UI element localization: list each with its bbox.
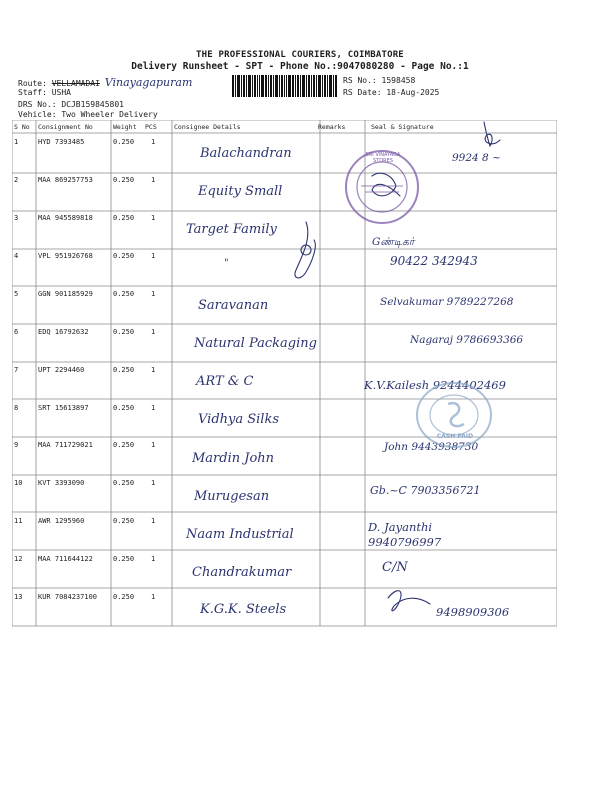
row-9-sno: 9 [14,441,19,449]
row-2-pcs: 1 [151,176,156,184]
vehicle-label: Vehicle: [18,110,57,119]
row-12-consignment: MAA 711644122 [38,555,93,563]
vehicle-value: Two Wheeler Delivery [61,110,158,119]
column-header-consignment: Consignment No [38,123,93,131]
row-7-consignment: UPT 2294460 [38,366,85,374]
row-5-sno: 5 [14,290,19,298]
row-6-pcs: 1 [151,328,156,336]
rs-no-label: RS No.: [343,76,377,85]
row-9-consignment: MAA 711729021 [38,441,93,449]
row-13-signature-scribble [388,591,430,611]
drs-label: DRS No.: [18,100,57,109]
row-2-consignee: Equity Small [198,184,283,199]
drs-value: DCJB159845801 [61,100,124,109]
runsheet-subtitle: Delivery Runsheet - SPT - Phone No.:9047080280 - Page No.:1 [131,61,469,72]
row-5-signature: Selvakumar 9789227268 [380,296,514,308]
row-4-consignment: VPL 951926768 [38,252,93,260]
rs-no-value: 1598458 [381,76,416,85]
column-header-remarks: Remarks [318,123,346,131]
row-4-weight: 0.250 [113,252,135,260]
row-11-weight: 0.250 [113,517,135,525]
row-3-pcs: 1 [151,214,156,222]
row-3-curl-scribble [295,222,315,278]
row-13-pcs: 1 [151,593,156,601]
row-3-consignee: Target Family [186,222,277,237]
row-8-pcs: 1 [151,404,156,412]
column-header-sno: S No [14,123,30,131]
route-struck-value: VELLAMADAI [51,79,100,88]
row-7-pcs: 1 [151,366,156,374]
row-3-consignment: MAA 945589818 [38,214,93,222]
row-8-sno: 8 [14,404,19,412]
row-2-sno: 2 [14,176,19,184]
row-8-consignment: SRT 15613897 [38,404,89,412]
row-2-consignment: MAA 869257753 [38,176,93,184]
row-1-weight: 0.250 [113,138,135,146]
row-5-pcs: 1 [151,290,156,298]
row-6-weight: 0.250 [113,328,135,336]
row-9-signature: John 9443938730 [384,441,479,453]
company-title: THE PROFESSIONAL COURIERS, COIMBATORE [196,50,404,60]
row-12-weight: 0.250 [113,555,135,563]
blue-stamp-text: CASH PAID [436,433,474,440]
row-11-sno: 11 [14,517,23,525]
row-5-consignee: Saravanan [198,298,269,313]
row-8-weight: 0.250 [113,404,135,412]
route-label: Route: [18,79,47,88]
row-12-signature: C/N [382,560,408,575]
row-5-consignment: GGN 901185929 [38,290,93,298]
row-6-consignment: EDQ 16792632 [38,328,89,336]
row-8-consignee: Vidhya Silks [198,412,280,427]
column-header-consignee: Consignee Details [174,123,241,131]
column-header-pcs: PCS [145,123,157,131]
row-3-signature: Gண்டிகர் [372,236,415,248]
row-10-sno: 10 [14,479,23,487]
row-1-sno: 1 [14,138,19,146]
row-1-consignment: HYD 7393485 [38,138,85,146]
row-10-consignment: KVT 3393090 [38,479,85,487]
row-11-signature: D. Jayanthi 9940796997 [368,520,442,549]
staff-value: USHA [51,88,71,97]
row-6-consignee: Natural Packaging [194,336,317,351]
row-1-consignee: Balachandran [200,146,292,161]
rs-date-value: 18-Aug-2025 [386,88,440,97]
row-11-consignment: AWR 1295960 [38,517,85,525]
row-3-sno: 3 [14,214,19,222]
row-1-pcs: 1 [151,138,156,146]
row-11-pcs: 1 [151,517,156,525]
purple-stamp-text: SRI VINAYAGA STORES [365,152,401,164]
row-1-signature: 9924 8 ~ [452,152,501,164]
row-11-consignee: Naam Industrial [186,527,294,542]
route-handwritten-value: Vinayagapuram [104,76,193,89]
row-4-pcs: 1 [151,252,156,260]
column-header-signature: Seal & Signature [371,123,434,131]
row-6-sno: 6 [14,328,19,336]
row-13-sno: 13 [14,593,23,601]
row-13-consignment: KUR 7084237100 [38,593,98,601]
row-6-signature: Nagaraj 9786693366 [410,334,524,346]
row-10-consignee: Murugesan [194,489,270,504]
row-10-weight: 0.250 [113,479,135,487]
row-9-pcs: 1 [151,441,156,449]
row-12-pcs: 1 [151,555,156,563]
row-9-weight: 0.250 [113,441,135,449]
row-13-signature: 9498909306 [436,605,510,619]
row-4-sno: 4 [14,252,19,260]
row-4-consignee-ditto: " [224,258,229,269]
row-1-initial-scribble [484,122,500,146]
row-5-weight: 0.250 [113,290,135,298]
row-7-weight: 0.250 [113,366,135,374]
row-4-signature: 90422 342943 [390,254,478,268]
row-3-weight: 0.250 [113,214,135,222]
row-13-consignee: K.G.K. Steels [200,602,287,617]
row-9-consignee: Mardin John [192,451,275,466]
row-7-signature: K.V.Kailesh 9244402469 [364,378,506,392]
row-10-pcs: 1 [151,479,156,487]
row-2-weight: 0.250 [113,176,135,184]
row-7-sno: 7 [14,366,19,374]
row-10-signature: Gb.~C 7903356721 [370,484,481,497]
row-12-sno: 12 [14,555,23,563]
row-12-consignee: Chandrakumar [192,565,292,580]
rs-date-label: RS Date: [343,88,382,97]
staff-label: Staff: [18,88,47,97]
column-header-weight: Weight [113,123,137,131]
row-7-consignee: ART & C [196,374,254,389]
row-13-weight: 0.250 [113,593,135,601]
